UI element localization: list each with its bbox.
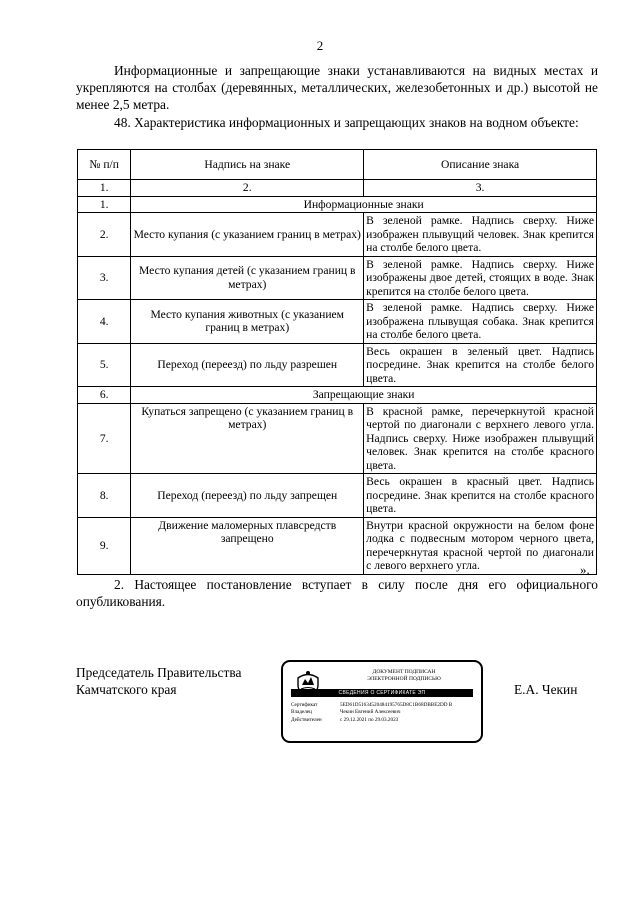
row-number: 4.	[78, 300, 131, 344]
table-row	[78, 474, 597, 518]
sign-description: В зеленой рамке. Надпись сверху. Ниже изображена плывущая собака. Знак крепится на столбе белого цвета.	[364, 300, 597, 344]
row-number: 1.	[78, 196, 131, 213]
row-number: 5.	[78, 343, 131, 387]
sign-description: Весь окрашен в красный цвет. Надпись посредине. Знак крепится на столбе красного цвета.	[364, 474, 597, 518]
sign-description: В зеленой рамке. Надпись сверху. Ниже изображен плывущий человек. Знак крепится на столбе белого цвета.	[364, 213, 597, 257]
stamp-certificate-bar: СВЕДЕНИЯ О СЕРТИФИКАТЕ ЭП	[291, 689, 473, 697]
page-number: 2	[316, 38, 324, 53]
sign-caption: Переход (переезд) по льду запрещен	[131, 474, 364, 518]
sign-caption: Движение маломерных плавсредств запрещено	[131, 517, 364, 574]
item-48-heading: 48. Характеристика информационных и запрещающих знаков на водном объекте:	[114, 115, 579, 130]
col-number-1: 1.	[78, 180, 131, 197]
row-number: 8.	[78, 474, 131, 518]
section-title: Запрещающие знаки	[131, 387, 597, 404]
sign-caption: Место купания (с указанием границ в метрах)	[131, 213, 364, 257]
e-signature-stamp	[281, 660, 483, 743]
clause-2-paragraph: 2. Настоящее постановление вступает в силу после дня его официального опубликования.	[76, 577, 598, 609]
signatory-name: Е.А. Чекин	[514, 682, 578, 697]
sign-description: В красной рамке, перечеркнутой красной чертой по диагонали с верхнего левого угла. Надпись сверху. Ниже изображен плывущий человек. Знак крепится на столбе красного цвета.	[364, 403, 597, 474]
table-row	[78, 517, 597, 574]
table-row	[78, 343, 597, 387]
col-number-2: 2.	[131, 180, 364, 197]
stamp-title-line-1: ДОКУМЕНТ ПОДПИСАН	[372, 669, 436, 675]
sign-caption: Место купания детей (с указанием границ в метрах)	[131, 256, 364, 300]
stamp-details	[291, 702, 470, 724]
signs-table	[77, 149, 597, 575]
sign-description: Весь окрашен в зеленый цвет. Надпись посредине. Знак крепится на столбе белого цвета.	[364, 343, 597, 387]
col-number-3: 3.	[364, 180, 597, 197]
stamp-title-line-2: ЭЛЕКТРОННОЙ ПОДПИСЬЮ	[367, 675, 441, 682]
validity-value: с 29.12.2021 по 29.03.2023	[340, 716, 399, 723]
certificate-label: Сертификат	[291, 702, 318, 708]
sign-description: Внутри красной окружности на белом фоне лодка с подвесным мотором черного цвета, перечеркнутая красной чертой по диагонали с левого верхнего угла.	[364, 517, 597, 574]
signatory-position	[76, 664, 241, 698]
header-num: № п/п	[78, 150, 131, 180]
header-description: Описание знака	[364, 150, 597, 180]
section-row-forbid	[78, 387, 597, 404]
row-number: 3.	[78, 256, 131, 300]
stamp-title	[331, 669, 477, 682]
row-number: 7.	[78, 403, 131, 474]
sign-caption: Переход (переезд) по льду разрешен	[131, 343, 364, 387]
table-row	[78, 403, 597, 474]
table-header-row	[78, 150, 597, 180]
header-caption: Надпись на знаке	[131, 150, 364, 180]
certificate-value: 5ED61D51634520484195765D8C1B68DBBE2DD B	[340, 702, 453, 708]
position-line-1: Председатель Правительства	[76, 665, 242, 680]
table-row	[78, 256, 597, 300]
position-line-2: Камчатского края	[76, 682, 177, 697]
sign-caption: Место купания животных (с указанием границ в метрах)	[131, 300, 364, 344]
sign-description: В зеленой рамке. Надпись сверху. Ниже изображены двое детей, стоящих в воде. Знак крепится на столбе белого цвета.	[364, 256, 597, 300]
column-number-row	[78, 180, 597, 197]
section-title: Информационные знаки	[131, 196, 597, 213]
row-number: 2.	[78, 213, 131, 257]
validity-label: Действителен	[291, 716, 322, 723]
table-row	[78, 213, 597, 257]
closing-quote: ».	[580, 562, 590, 577]
table-row	[78, 300, 597, 344]
section-row-info	[78, 196, 597, 213]
owner-label: Владелец	[291, 709, 312, 716]
row-number: 9.	[78, 517, 131, 574]
sign-caption: Купаться запрещено (с указанием границ в метрах)	[131, 403, 364, 474]
row-number: 6.	[78, 387, 131, 404]
owner-value: Чекин Евгений Алексеевич	[340, 709, 401, 716]
intro-paragraph: Информационные и запрещающие знаки устанавливаются на видных местах и укрепляются на столбах (деревянных, металлических, железобетонных и др.) высотой не менее 2,5 метра.	[76, 63, 598, 112]
